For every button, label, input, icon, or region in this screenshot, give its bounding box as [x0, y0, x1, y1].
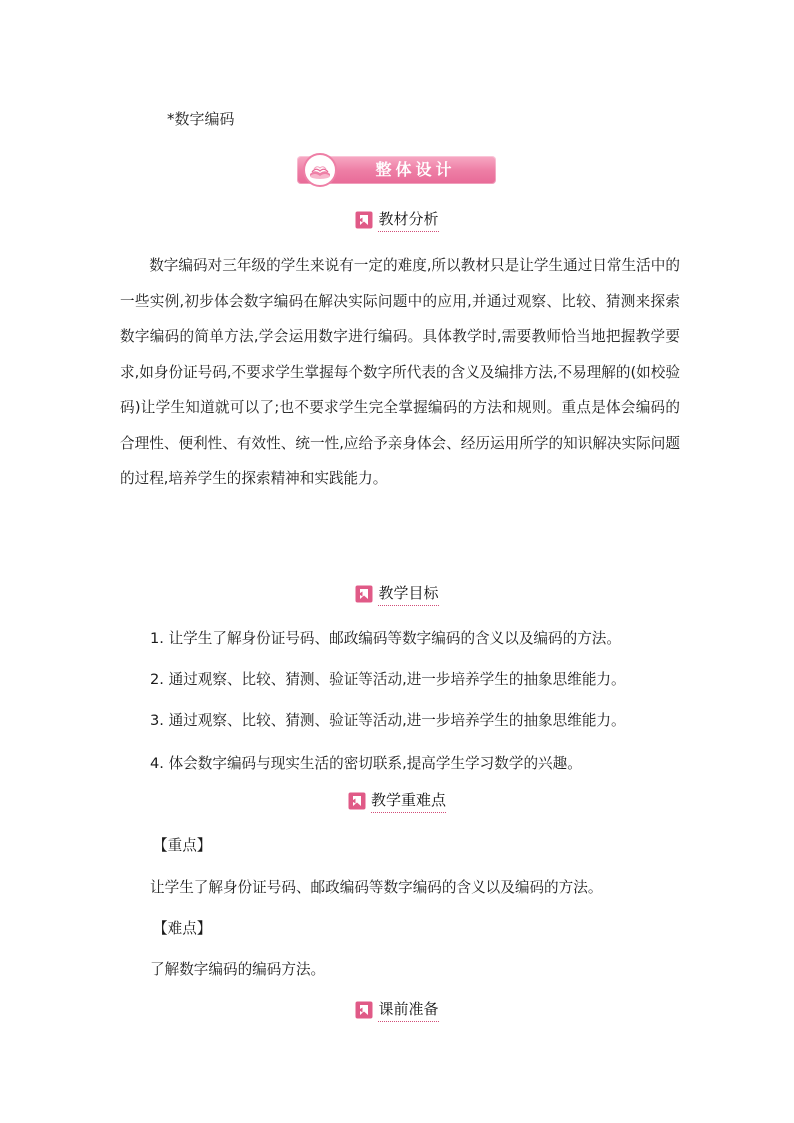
- goal-item: 3. 通过观察、比较、猜测、验证等活动,进一步培养学生的抽象思维能力。: [150, 712, 626, 729]
- difficulty-text: 了解数字编码的编码方法。: [150, 961, 326, 978]
- section-heading-key-points: [0, 790, 794, 812]
- section-label: 课前准备: [378, 998, 438, 1022]
- bookmark-arrow-icon: [355, 211, 373, 229]
- section-heading-goals: [0, 583, 794, 605]
- bookmark-arrow-icon: [355, 585, 373, 603]
- key-point-text: 让学生了解身份证号码、邮政编码等数字编码的含义以及编码的方法。: [150, 879, 603, 896]
- difficulty-label: 【难点】: [153, 920, 212, 937]
- analysis-paragraph: 数字编码对三年级的学生来说有一定的难度,所以教材只是让学生通过日常生活中的一些实例,初步体会数字编码在解决实际问题中的应用,并通过观察、比较、猜测来探索数字编码的简单方法,学会运用数字进行编码。具体教学时,需要教师恰当地把握教学要求,如身份证号码,不要求学生掌握每个数字所代表的含义及编排方法,不易理解的(如校验码)让学生知道就可以了;也不要求学生完全掌握编码的方法和规则。重点是体会编码的合理性、便利性、有效性、统一性,应给予亲身体会、经历运用所学的知识解决实际问题的过程,培养学生的探索精神和实践能力。: [120, 257, 680, 487]
- section-heading-analysis: [0, 209, 794, 231]
- section-banner: [297, 156, 496, 184]
- section-label: 教学目标: [378, 582, 438, 606]
- document-title: *数字编码: [167, 110, 235, 128]
- bookmark-arrow-icon: [348, 792, 366, 810]
- bookmark-arrow-icon: [355, 1001, 373, 1019]
- goal-item: 2. 通过观察、比较、猜测、验证等活动,进一步培养学生的抽象思维能力。: [150, 671, 626, 688]
- section-label: 教学重难点: [371, 789, 446, 813]
- section-heading-preparation: [0, 999, 794, 1021]
- goal-item: 1. 让学生了解身份证号码、邮政编码等数字编码的含义以及编码的方法。: [150, 630, 621, 647]
- book-icon: [303, 153, 337, 187]
- key-point-label: 【重点】: [153, 837, 212, 854]
- banner-title: 整体设计: [375, 160, 456, 179]
- section-label: 教材分析: [378, 208, 438, 232]
- goal-item: 4. 体会数字编码与现实生活的密切联系,提高学生学习数学的兴趣。: [150, 755, 582, 772]
